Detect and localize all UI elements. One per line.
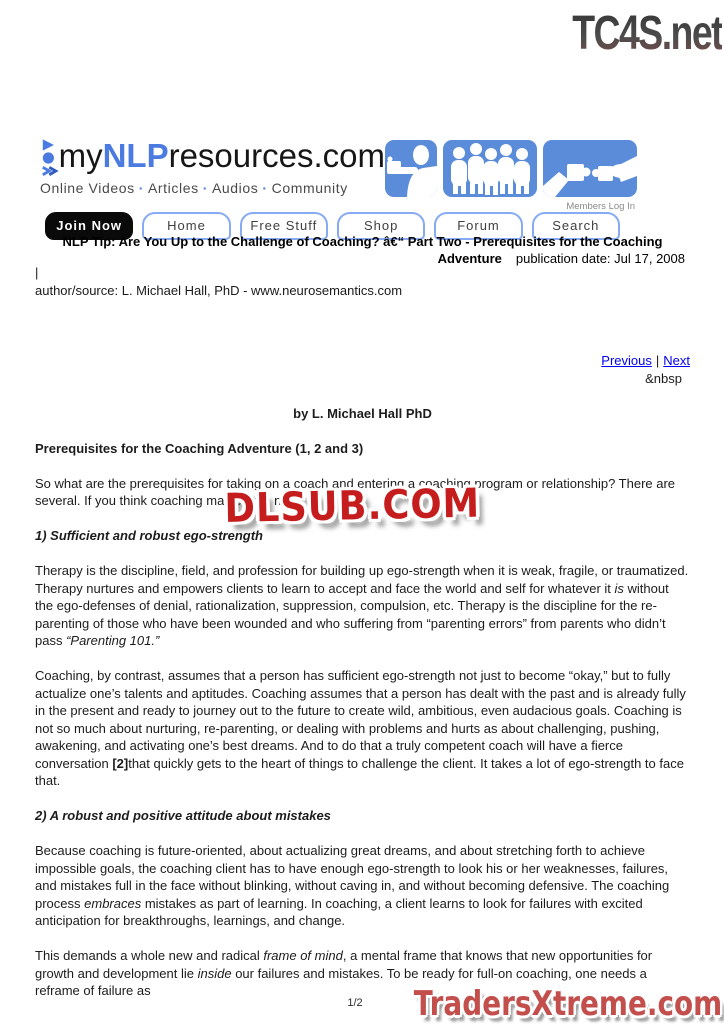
pager-separator: | bbox=[655, 353, 660, 368]
page-indicator: 1/2 bbox=[347, 997, 363, 1009]
logo-accent: NLP bbox=[102, 137, 169, 174]
author-source: author/source: L. Michael Hall, PhD - www.neurosemantics.com bbox=[35, 282, 403, 298]
paragraph-intro: So what are the prerequisites for taking on a coach and entering a coaching program or relationship? There are several. If you think coaching may be the ne bbox=[35, 475, 676, 508]
tagline-dot-icon: · bbox=[262, 180, 268, 196]
tagline-dot-icon: · bbox=[138, 180, 144, 196]
article-meta bbox=[35, 264, 690, 299]
site-tagline: Online Videos · Articles · Audios · Community bbox=[40, 180, 348, 196]
nav-tab-free-stuff[interactable]: Free Stuff bbox=[240, 212, 328, 240]
tc4s-watermark: TC4S.net bbox=[572, 7, 722, 60]
header-banner bbox=[385, 140, 637, 197]
logo-bullet-icon bbox=[40, 136, 59, 180]
nav-tab-forum[interactable]: Forum bbox=[434, 212, 522, 240]
site-logo[interactable] bbox=[40, 134, 385, 196]
nav-tab-home[interactable]: Home bbox=[142, 212, 230, 240]
next-link[interactable]: Next bbox=[663, 353, 690, 368]
paragraph-frame-of-mind: This demands a whole new and radical frame of mind, a mental frame that knows that new opportunities for growth and development lie inside our failures and mistakes. To be ready for full-on coaching, one needs a reframe of failure as bbox=[35, 948, 653, 998]
article-body bbox=[35, 352, 690, 1017]
banner-camera-person-icon[interactable] bbox=[385, 140, 437, 197]
tagline-dot-icon: · bbox=[202, 180, 208, 196]
nav-tab-search[interactable]: Search bbox=[532, 212, 620, 240]
members-login-link[interactable]: Members Log In bbox=[566, 201, 635, 212]
publication-date: publication date: Jul 17, 2008 bbox=[515, 251, 685, 266]
pipe-separator: | bbox=[35, 265, 39, 280]
heading-mistakes: 2) A robust and positive attitude about mistakes bbox=[35, 808, 331, 823]
previous-link[interactable]: Previous bbox=[601, 353, 652, 368]
logo-text bbox=[59, 134, 385, 178]
article-title bbox=[35, 233, 690, 267]
paragraph-therapy: Therapy is the discipline, field, and profession for building up ego-strength when it is weak, fragile, or traumatized. Therapy nurtures and empowers clients to learn to accept and face the world and self for whatever it is without the ego-defenses of denial, rationalization, suppression, compulsion, etc. Therapy is the discipline for the re-parenting of those who have been wounded and who suffering from “parenting errors” from parents who didn’t pass “Parenting 101.” bbox=[35, 563, 689, 648]
section-heading: Prerequisites for the Coaching Adventure (1, 2 and 3) bbox=[35, 440, 364, 456]
paragraph-mistakes: Because coaching is future-oriented, about actualizing great dreams, and about stretching forth to achieve impossible goals, the coaching client has to have enough ego-strength to look his or her weaknesses, failures, and mistakes full in the face without blinking, without caving in, and without becoming defensive. The coaching process embraces mistakes as part of learning. In coaching, a client learns to look for failures with excited anticipation for breakthroughs, learnings, and change. bbox=[35, 843, 670, 928]
paragraph-coaching: Coaching, by contrast, assumes that a person has sufficient ego-strength not just to become “okay,” but to fully actualize one’s talents and aptitudes. Coaching assumes that a person has dealt with the past and is already fully in the present and ready to journey out to the future to create wild, ambitious, even audacious goals. Coaching is not so much about nurturing, re-parenting, or dealing with problems and hurts as about challenging, pushing, awakening, and activating one’s best dreams. And to do that a truly competent coach will have a fierce conversation [2]that quickly gets to the heart of things to challenge the client. It takes a lot of ego-strength to face that. bbox=[35, 668, 686, 788]
heading-ego-strength: 1) Sufficient and robust ego-strength bbox=[35, 528, 263, 543]
dlsub-watermark: DLSUB.COM bbox=[224, 480, 481, 532]
banner-people-group-icon[interactable] bbox=[443, 140, 537, 197]
article-title-line1: NLP Tip: Are You Up to the Challenge of Coaching? â€“ Part Two - Prerequisites for the Coaching bbox=[62, 234, 663, 249]
logo-suffix: resources.com bbox=[168, 137, 385, 174]
pager bbox=[35, 352, 690, 387]
banner-puzzle-hands-icon[interactable] bbox=[543, 140, 637, 197]
article-title-line2: Adventure bbox=[437, 251, 502, 266]
nbsp-artifact: &nbsp bbox=[645, 370, 682, 386]
logo-prefix: my bbox=[58, 137, 103, 174]
nav-tab-shop[interactable]: Shop bbox=[337, 212, 425, 240]
byline: by L. Michael Hall PhD bbox=[293, 405, 432, 421]
tradersxtreme-watermark: TradersXtreme.com bbox=[413, 984, 722, 1024]
nav-tab-join-now[interactable]: Join Now bbox=[45, 212, 133, 240]
